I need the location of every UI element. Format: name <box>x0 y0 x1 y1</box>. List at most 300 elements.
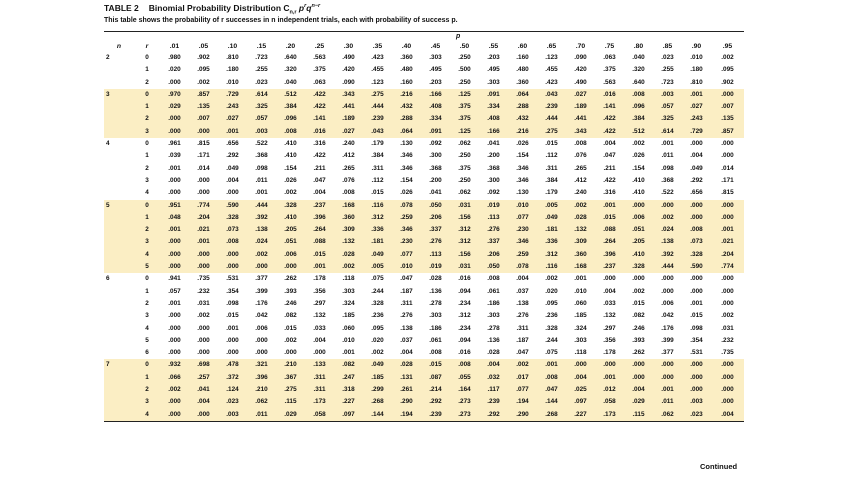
column-header-p: .65 <box>546 43 557 50</box>
probability-cell: .297 <box>603 324 616 332</box>
table-row <box>104 347 744 359</box>
probability-cell: .290 <box>392 396 421 408</box>
probability-cell: .002 <box>721 54 734 61</box>
probability-cell: .614 <box>653 126 682 138</box>
probability-cell: .062 <box>653 409 682 421</box>
probability-cell: .444 <box>247 200 276 212</box>
probability-cell: .008 <box>276 126 305 138</box>
probability-cell: .495 <box>429 66 442 74</box>
table-row <box>104 52 744 64</box>
r-cell: 2 <box>145 164 149 172</box>
probability-cell: .090 <box>342 78 355 86</box>
probability-cell: .004 <box>313 189 326 197</box>
probability-cell: .393 <box>632 336 645 344</box>
probability-cell: .002 <box>508 359 537 371</box>
probability-cell: .360 <box>334 212 363 224</box>
probability-cell: .292 <box>690 176 703 184</box>
probability-cell: .200 <box>487 152 500 160</box>
probability-cell: .000 <box>711 89 744 101</box>
probability-cell: .000 <box>168 176 181 184</box>
table-row <box>104 335 744 347</box>
probability-cell: .039 <box>168 152 181 160</box>
probability-cell: .299 <box>363 384 392 396</box>
table-row <box>104 77 744 89</box>
probability-cell: .276 <box>400 312 413 320</box>
probability-cell: .410 <box>284 140 297 148</box>
probability-cell: .360 <box>400 54 413 61</box>
probability-cell: .268 <box>537 409 566 421</box>
probability-cell: .970 <box>160 89 189 101</box>
probability-cell: .500 <box>458 66 471 74</box>
probability-cell: .410 <box>632 176 645 184</box>
n-cell: 3 <box>104 89 134 101</box>
probability-cell: .392 <box>247 212 276 224</box>
table-row <box>104 89 744 101</box>
probability-cell: .029 <box>276 409 305 421</box>
probability-cell: .098 <box>690 324 703 332</box>
probability-cell: .857 <box>189 89 218 101</box>
r-cell: 0 <box>145 54 149 61</box>
probability-cell: .118 <box>342 275 355 283</box>
probability-cell: .154 <box>400 176 413 184</box>
probability-cell: .227 <box>566 409 595 421</box>
probability-cell: .265 <box>342 164 355 172</box>
probability-cell: .002 <box>247 249 276 261</box>
probability-cell: .337 <box>479 236 508 248</box>
probability-cell: .227 <box>334 396 363 408</box>
r-cell: 3 <box>134 236 160 248</box>
probability-cell: .656 <box>226 140 239 148</box>
probability-cell: .012 <box>595 384 624 396</box>
probability-cell: .001 <box>682 89 711 101</box>
probability-cell: .014 <box>197 164 210 172</box>
probability-cell: .060 <box>574 299 587 307</box>
probability-cell: .000 <box>276 261 305 273</box>
probability-cell: .000 <box>624 359 653 371</box>
probability-cell: .017 <box>508 372 537 384</box>
probability-cell: .412 <box>574 176 587 184</box>
probability-cell: .640 <box>632 78 645 86</box>
probability-cell: .082 <box>284 312 297 320</box>
probability-cell: .857 <box>711 126 744 138</box>
probability-cell: .360 <box>566 249 595 261</box>
probability-cell: .312 <box>537 249 566 261</box>
probability-cell: .186 <box>487 299 500 307</box>
probability-cell: .412 <box>342 152 355 160</box>
probability-cell: .116 <box>363 200 392 212</box>
column-header-p: .85 <box>662 43 673 50</box>
probability-cell: .187 <box>516 336 529 344</box>
probability-cell: .396 <box>305 212 334 224</box>
probability-cell: .000 <box>226 336 239 344</box>
probability-cell: .902 <box>721 78 734 86</box>
probability-cell: .001 <box>537 359 566 371</box>
column-header-p: .80 <box>633 43 644 50</box>
probability-cell: .008 <box>624 89 653 101</box>
probability-cell: .318 <box>334 384 363 396</box>
probability-cell: .000 <box>632 275 645 283</box>
probability-cell: .000 <box>255 336 268 344</box>
r-cell: 1 <box>134 372 160 384</box>
probability-cell: .123 <box>371 78 384 86</box>
probability-cell: .138 <box>247 224 276 236</box>
table-row <box>104 310 744 322</box>
probability-cell: .422 <box>305 101 334 113</box>
probability-cell: .008 <box>487 275 500 283</box>
probability-cell: .932 <box>160 359 189 371</box>
probability-cell: .154 <box>284 164 297 172</box>
probability-cell: .078 <box>508 261 537 273</box>
probability-cell: .171 <box>721 176 734 184</box>
probability-cell: .243 <box>218 101 247 113</box>
probability-cell: .377 <box>255 275 268 283</box>
probability-cell: .396 <box>247 372 276 384</box>
probability-cell: .237 <box>595 261 624 273</box>
table-row <box>104 249 744 261</box>
probability-cell: .028 <box>392 359 421 371</box>
probability-cell: .031 <box>450 261 479 273</box>
probability-cell: .124 <box>218 384 247 396</box>
probability-cell: .375 <box>603 66 616 74</box>
probability-cell: .290 <box>508 409 537 421</box>
title-tail: p <box>296 2 305 13</box>
probability-cell: .058 <box>595 396 624 408</box>
probability-cell: .043 <box>537 89 566 101</box>
probability-cell: .028 <box>487 349 500 357</box>
n-cell: 2 <box>106 54 110 61</box>
probability-cell: .478 <box>218 359 247 371</box>
probability-cell: .076 <box>342 176 355 184</box>
probability-cell: .020 <box>371 336 384 344</box>
probability-cell: .000 <box>160 396 189 408</box>
probability-cell: .815 <box>197 140 210 148</box>
n-cell: 6 <box>106 275 110 283</box>
probability-cell: .010 <box>226 78 239 86</box>
title-superscript: r <box>304 3 307 9</box>
probability-cell: .050 <box>479 261 508 273</box>
probability-cell: .002 <box>334 261 363 273</box>
probability-cell: .136 <box>487 336 500 344</box>
probability-cell: .000 <box>168 78 181 86</box>
probability-cell: .205 <box>276 224 305 236</box>
probability-cell: .098 <box>255 164 268 172</box>
probability-cell: .375 <box>313 66 326 74</box>
probability-cell: .033 <box>313 324 326 332</box>
probability-cell: .125 <box>450 89 479 101</box>
probability-cell: .010 <box>392 261 421 273</box>
r-cell: 0 <box>145 140 149 148</box>
probability-cell: .007 <box>189 113 218 125</box>
column-header-p: .35 <box>372 43 383 50</box>
probability-cell: .131 <box>392 372 421 384</box>
probability-cell: .094 <box>458 336 471 344</box>
probability-cell: .156 <box>450 249 479 261</box>
probability-cell: .160 <box>400 78 413 86</box>
probability-cell: .001 <box>189 236 218 248</box>
probability-cell: .206 <box>421 212 450 224</box>
probability-cell: .368 <box>255 152 268 160</box>
probability-cell: .003 <box>653 89 682 101</box>
probability-cell: .077 <box>508 384 537 396</box>
n-cell <box>104 101 134 113</box>
probability-cell: .141 <box>595 101 624 113</box>
probability-cell: .001 <box>168 299 181 307</box>
probability-cell: .095 <box>545 299 558 307</box>
r-cell: 0 <box>134 89 160 101</box>
probability-cell: .037 <box>516 287 529 295</box>
probability-cell: .210 <box>247 384 276 396</box>
probability-cell: .001 <box>342 349 355 357</box>
table-title <box>104 1 744 16</box>
probability-cell: .410 <box>276 212 305 224</box>
probability-cell: .001 <box>574 275 587 283</box>
probability-cell: .154 <box>516 152 529 160</box>
n-cell <box>104 396 134 408</box>
probability-cell: .023 <box>255 78 268 86</box>
probability-cell: .774 <box>189 200 218 212</box>
probability-cell: .014 <box>721 164 734 172</box>
probability-cell: .002 <box>545 275 558 283</box>
probability-cell: .027 <box>218 113 247 125</box>
probability-cell: .001 <box>595 372 624 384</box>
probability-cell: .240 <box>342 140 355 148</box>
probability-cell: .216 <box>392 89 421 101</box>
probability-cell: .311 <box>516 324 529 332</box>
probability-cell: .311 <box>545 164 558 172</box>
probability-cell: .076 <box>574 152 587 160</box>
probability-cell: .003 <box>218 409 247 421</box>
probability-cell: .154 <box>632 164 645 172</box>
probability-cell: .049 <box>690 164 703 172</box>
probability-cell: .011 <box>255 176 268 184</box>
probability-cell: .082 <box>334 359 363 371</box>
probability-cell: .346 <box>508 236 537 248</box>
probability-cell: .309 <box>566 236 595 248</box>
r-cell: 2 <box>134 113 160 125</box>
probability-cell: .164 <box>450 384 479 396</box>
probability-cell: .276 <box>516 312 529 320</box>
probability-cell: .000 <box>197 324 210 332</box>
probability-cell: .000 <box>247 261 276 273</box>
probability-cell: .008 <box>342 189 355 197</box>
probability-cell: .512 <box>624 126 653 138</box>
probability-cell: .004 <box>400 349 413 357</box>
probability-cell: .008 <box>537 372 566 384</box>
probability-cell: .097 <box>334 409 363 421</box>
probability-cell: .063 <box>313 78 326 86</box>
probability-cell: .203 <box>487 54 500 61</box>
probability-cell: .041 <box>189 384 218 396</box>
probability-cell: .590 <box>218 200 247 212</box>
probability-cell: .000 <box>711 359 744 371</box>
probability-cell: .311 <box>400 299 413 307</box>
probability-cell: .090 <box>574 54 587 61</box>
probability-cell: .002 <box>197 78 210 86</box>
probability-cell: .001 <box>690 299 703 307</box>
probability-cell: .179 <box>371 140 384 148</box>
table-number: TABLE 2 <box>104 2 139 13</box>
r-cell: 1 <box>145 152 149 160</box>
n-cell <box>104 409 134 421</box>
probability-cell: .444 <box>537 113 566 125</box>
probability-cell: .185 <box>342 312 355 320</box>
probability-cell: .303 <box>429 312 442 320</box>
probability-cell: .130 <box>400 140 413 148</box>
probability-cell: .135 <box>711 113 744 125</box>
probability-cell: .020 <box>168 66 181 74</box>
probability-cell: .113 <box>421 249 450 261</box>
probability-cell: .001 <box>226 324 239 332</box>
probability-cell: .000 <box>711 372 744 384</box>
probability-cell: .422 <box>595 126 624 138</box>
probability-cell: .423 <box>371 54 384 61</box>
probability-cell: .490 <box>342 54 355 61</box>
probability-cell: .324 <box>342 299 355 307</box>
probability-cell: .000 <box>168 349 181 357</box>
probability-cell: .178 <box>603 349 616 357</box>
probability-cell: .015 <box>690 312 703 320</box>
probability-cell: .047 <box>516 349 529 357</box>
probability-cell: .230 <box>508 224 537 236</box>
probability-cell: .112 <box>545 152 558 160</box>
probability-cell: .735 <box>197 275 210 283</box>
n-cell <box>104 187 134 199</box>
probability-cell: .173 <box>595 409 624 421</box>
probability-cell: .028 <box>429 275 442 283</box>
probability-cell: .375 <box>450 113 479 125</box>
table-row <box>104 200 744 212</box>
probability-cell: .234 <box>458 299 471 307</box>
probability-cell: .399 <box>255 287 268 295</box>
n-cell <box>104 64 134 76</box>
probability-cell: .002 <box>653 212 682 224</box>
table-row <box>104 126 744 138</box>
probability-cell: .004 <box>603 140 616 148</box>
n-cell <box>104 236 134 248</box>
probability-cell: .316 <box>313 140 326 148</box>
probability-cell: .563 <box>313 54 326 61</box>
r-cell: 1 <box>145 66 149 74</box>
probability-cell: .000 <box>255 349 268 357</box>
probability-cell: .179 <box>545 189 558 197</box>
probability-cell: .001 <box>653 384 682 396</box>
probability-cell: .000 <box>653 359 682 371</box>
probability-cell: .206 <box>479 249 508 261</box>
probability-cell: .138 <box>400 324 413 332</box>
probability-cell: .346 <box>516 164 529 172</box>
n-cell: 5 <box>104 200 134 212</box>
probability-cell: .003 <box>247 126 276 138</box>
column-header-p: .40 <box>401 43 412 50</box>
probability-cell: .250 <box>458 54 471 61</box>
probability-cell: .060 <box>342 324 355 332</box>
probability-cell: .000 <box>682 212 711 224</box>
probability-cell: .002 <box>632 287 645 295</box>
probability-cell: .077 <box>508 212 537 224</box>
table-row <box>104 372 744 384</box>
probability-cell: .420 <box>342 66 355 74</box>
column-header-p: .45 <box>430 43 441 50</box>
probability-cell: .000 <box>711 396 744 408</box>
probability-cell: .176 <box>255 299 268 307</box>
probability-cell: .384 <box>276 101 305 113</box>
n-cell <box>104 323 134 335</box>
probability-cell: .275 <box>363 89 392 101</box>
probability-cell: .029 <box>624 396 653 408</box>
table-row <box>104 409 744 421</box>
probability-cell: .002 <box>721 312 734 320</box>
probability-cell: .325 <box>247 101 276 113</box>
probability-cell: .026 <box>284 176 297 184</box>
probability-cell: .384 <box>624 113 653 125</box>
probability-cell: .422 <box>603 176 616 184</box>
table-row <box>104 138 744 150</box>
probability-cell: .250 <box>458 78 471 86</box>
probability-cell: .000 <box>711 200 744 212</box>
probability-cell: .015 <box>305 249 334 261</box>
probability-cell: .250 <box>458 176 471 184</box>
probability-cell: .774 <box>711 261 744 273</box>
probability-cell: .004 <box>566 372 595 384</box>
n-cell <box>104 286 134 298</box>
n-cell <box>104 261 134 273</box>
probability-cell: .377 <box>661 349 674 357</box>
probability-cell: .203 <box>429 78 442 86</box>
probability-cell: .375 <box>458 164 471 172</box>
probability-cell: .297 <box>313 299 326 307</box>
r-cell: 5 <box>145 336 149 344</box>
probability-cell: .000 <box>721 152 734 160</box>
probability-cell: .259 <box>392 212 421 224</box>
probability-cell: .049 <box>363 359 392 371</box>
probability-cell: .236 <box>371 312 384 320</box>
probability-cell: .011 <box>661 152 674 160</box>
table-row <box>104 396 744 408</box>
probability-cell: .132 <box>313 312 326 320</box>
probability-cell: .000 <box>653 372 682 384</box>
probability-cell: .042 <box>255 312 268 320</box>
column-header-p: .30 <box>343 43 354 50</box>
probability-cell: .133 <box>305 359 334 371</box>
probability-cell: .000 <box>721 275 734 283</box>
probability-cell: .141 <box>305 113 334 125</box>
probability-cell: .980 <box>168 54 181 61</box>
probability-cell: .495 <box>487 66 500 74</box>
probability-cell: .047 <box>537 384 566 396</box>
probability-cell: .027 <box>566 89 595 101</box>
probability-cell: .257 <box>189 372 218 384</box>
probability-cell: .144 <box>537 396 566 408</box>
probability-cell: .423 <box>545 78 558 86</box>
probability-cell: .200 <box>429 176 442 184</box>
p-label: p <box>456 33 461 40</box>
probability-cell: .273 <box>450 409 479 421</box>
probability-cell: .216 <box>508 126 537 138</box>
probability-cell: .328 <box>624 261 653 273</box>
probability-cell: .265 <box>574 164 587 172</box>
r-cell: 4 <box>145 189 149 197</box>
probability-cell: .073 <box>682 236 711 248</box>
probability-cell: .000 <box>682 372 711 384</box>
n-cell <box>104 212 134 224</box>
probability-cell: .026 <box>632 152 645 160</box>
probability-cell: .006 <box>661 299 674 307</box>
probability-cell: .118 <box>574 349 587 357</box>
probability-cell: .006 <box>255 324 268 332</box>
probability-cell: .810 <box>226 54 239 61</box>
probability-cell: .410 <box>632 189 645 197</box>
probability-cell: .024 <box>247 236 276 248</box>
